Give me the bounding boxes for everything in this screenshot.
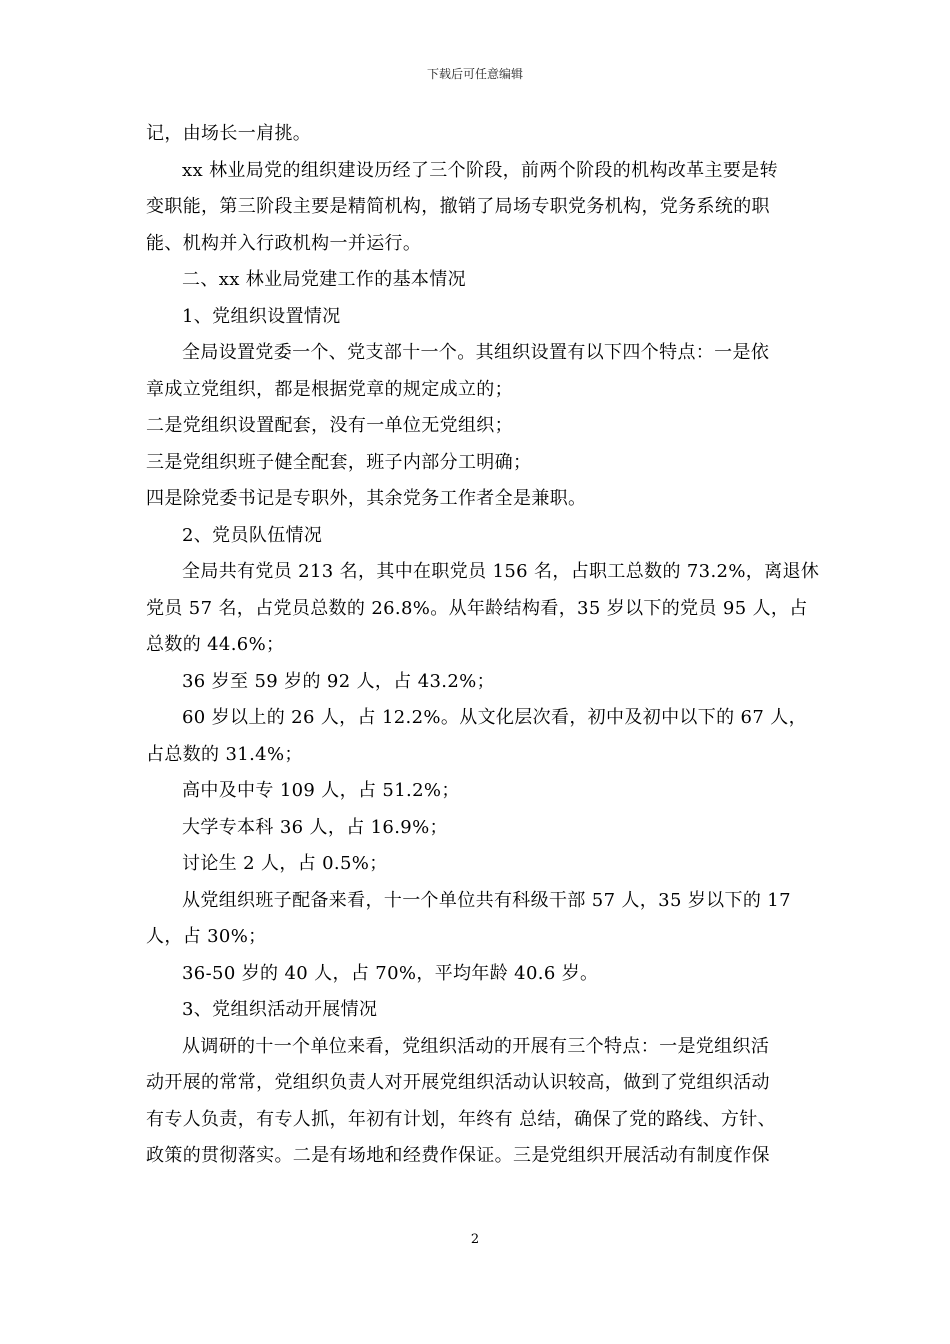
paragraph-line: 全局共有党员 213 名，其中在职党员 156 名，占职工总数的 73.2%，离退休: [182, 561, 820, 582]
text-line: 章成立党组织，都是根据党章的规定成立的；: [146, 378, 513, 400]
text-line: 总数的 44.6%；: [146, 634, 285, 655]
text-line: 二是党组织设置配套，没有一单位无党组织；: [146, 415, 513, 436]
text-line: 三是党组织班子健全配套，班子内部分工明确；: [146, 451, 532, 473]
subsection-heading: 2、党员队伍情况: [182, 524, 323, 546]
page-header: 下载后可任意编辑: [426, 67, 523, 81]
text-line: 变职能，第三阶段主要是精简机构，撤销了局场专职党务机构，党务系统的职: [146, 196, 770, 217]
page-number: 2: [470, 1232, 480, 1247]
paragraph-line: 从党组织班子配备来看，十一个单位共有科级干部 57 人，35 岁以下的 17: [182, 889, 791, 911]
text-line: 能、机构并入行政机构一并运行。: [146, 232, 422, 254]
paragraph-line: 36-50 岁的 40 人，占 70%，平均年龄 40.6 岁。: [182, 962, 599, 984]
paragraph-line: 大学专本科 36 人，占 16.9%；: [182, 816, 448, 838]
paragraph-line: 60 岁以上的 26 人，占 12.2%。从文化层次看，初中及初中以下的 67 人，: [182, 707, 807, 728]
subsection-heading: 1、党组织设置情况: [182, 305, 341, 327]
text-line: 有专人负责，有专人抓，年初有计划，年终有 总结，确保了党的路线、方针、: [146, 1108, 776, 1130]
paragraph-line: 全局设置党委一个、党支部十一个。其组织设置有以下四个特点：一是依: [182, 342, 770, 363]
subsection-heading: 3、党组织活动开展情况: [182, 999, 378, 1020]
paragraph-line: 高中及中专 109 人，占 51.2%；: [182, 780, 460, 801]
text-line: 四是除党委书记是专职外，其余党务工作者全是兼职。: [146, 488, 587, 509]
text-line: 党员 57 名，占党员总数的 26.8%。从年龄结构看，35 岁以下的党员 95 人，占: [146, 597, 808, 619]
text-line: 人，占 30%；: [146, 926, 267, 947]
paragraph-line: 36 岁至 59 岁的 92 人，占 43.2%；: [182, 670, 495, 692]
section-heading: 二、xx 林业局党建工作的基本情况: [182, 269, 466, 290]
text-line: 动开展的常常，党组织负责人对开展党组织活动认识较高，做到了党组织活动: [146, 1072, 770, 1093]
text-line: 政策的贯彻落实。二是有场地和经费作保证。三是党组织开展活动有制度作保: [146, 1145, 770, 1166]
text-line: 占总数的 31.4%；: [146, 743, 303, 765]
paragraph-line: 讨论生 2 人，占 0.5%；: [182, 853, 388, 874]
document-body: [146, 116, 820, 1175]
paragraph-line: xx 林业局党的组织建设历经了三个阶段，前两个阶段的机构改革主要是转: [182, 159, 778, 181]
text-line: 记，由场长一肩挑。: [146, 123, 312, 144]
paragraph-line: 从调研的十一个单位来看，党组织活动的开展有三个特点：一是党组织活: [182, 1035, 770, 1057]
